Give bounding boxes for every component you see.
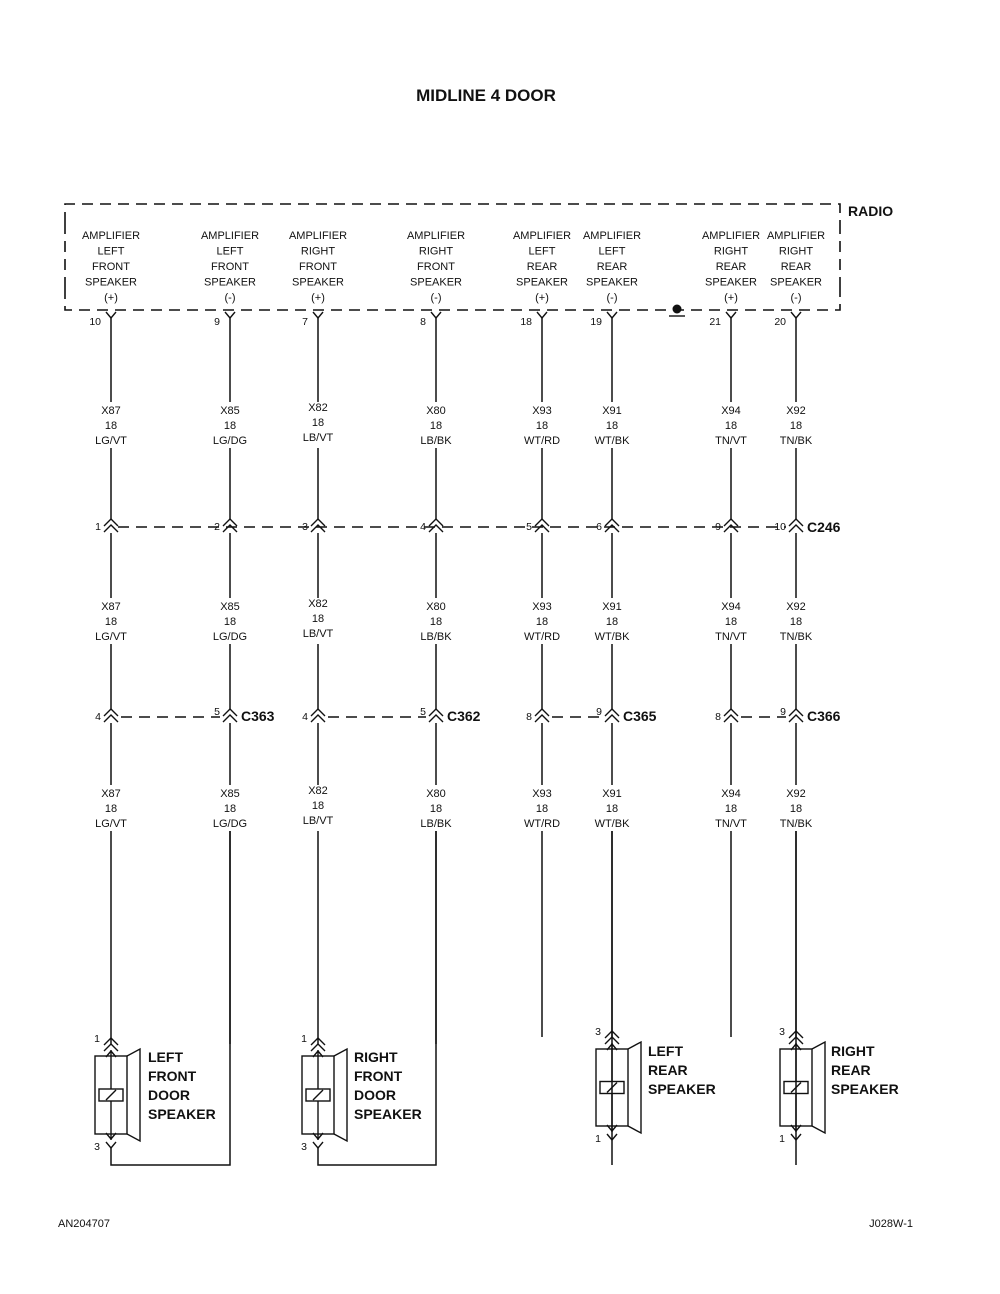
wire-color-label: TN/BK bbox=[779, 631, 813, 643]
wire-gauge-label: 18 bbox=[311, 417, 325, 429]
radio-pin-function-label: REAR bbox=[715, 261, 747, 273]
radio-pin-function-label: AMPLIFIER bbox=[766, 230, 826, 242]
c246-pin-number: 2 bbox=[214, 521, 220, 533]
radio-pin-terminal-icon bbox=[726, 312, 736, 318]
wire-circuit-label: X94 bbox=[721, 601, 741, 613]
connector-pin-icon bbox=[311, 519, 325, 532]
wire-gauge-label: 18 bbox=[223, 803, 237, 815]
diagram-title: MIDLINE 4 DOOR bbox=[416, 86, 556, 105]
speaker-label: DOOR bbox=[354, 1087, 396, 1103]
speaker-label: DOOR bbox=[148, 1087, 190, 1103]
connector-pin-icon bbox=[789, 709, 803, 722]
connector-pin-number: 8 bbox=[526, 711, 532, 723]
connector-pin-icon bbox=[104, 709, 118, 722]
speaker-component bbox=[779, 831, 899, 1165]
wire-color-label: LG/DG bbox=[212, 435, 248, 447]
radio-pin-number: 21 bbox=[709, 316, 721, 328]
speaker-pin-number: 1 bbox=[301, 1033, 307, 1045]
speaker-label: SPEAKER bbox=[148, 1106, 216, 1122]
speaker-pin-number: 3 bbox=[595, 1026, 601, 1038]
wire-color-label: TN/VT bbox=[715, 818, 747, 830]
c246-pin-number: 9 bbox=[715, 521, 721, 533]
radio-pin-function-label: FRONT bbox=[417, 261, 455, 273]
wire-color-label: LB/VT bbox=[302, 815, 334, 827]
radio-pin-function-label: REAR bbox=[780, 261, 812, 273]
radio-label: RADIO bbox=[848, 203, 894, 219]
connector-pin-icon bbox=[311, 709, 325, 722]
speaker-pin-number: 1 bbox=[779, 1133, 785, 1145]
radio-pin-function-label: AMPLIFIER bbox=[200, 230, 260, 242]
connector-pin-icon bbox=[429, 519, 443, 532]
connector-pin-icon bbox=[605, 519, 619, 532]
wire-circuit-label: X91 bbox=[602, 405, 622, 417]
wire-color-label: LB/VT bbox=[302, 628, 334, 640]
radio-pin-function-label: RIGHT bbox=[418, 245, 454, 258]
connector-pin-number: 9 bbox=[780, 706, 786, 718]
wire-color-label: WT/BK bbox=[594, 818, 630, 830]
wires bbox=[95, 318, 813, 1044]
radio-pin-function-label: AMPLIFIER bbox=[582, 230, 642, 242]
wire-circuit-label: X82 bbox=[308, 402, 328, 414]
c246-pin-number: 5 bbox=[526, 521, 532, 533]
speaker-label: REAR bbox=[831, 1062, 871, 1078]
radio-pin-terminal-icon bbox=[313, 312, 323, 318]
c246-pin-number: 6 bbox=[596, 521, 602, 533]
radio-pin-function-label: FRONT bbox=[211, 261, 249, 273]
wire-circuit-label: X80 bbox=[426, 405, 446, 417]
connector-label: C365 bbox=[623, 708, 657, 724]
connector-pin-number: 8 bbox=[715, 711, 721, 723]
radio-pin-function-label: LEFT bbox=[598, 245, 626, 258]
wire-circuit-label: X92 bbox=[786, 405, 806, 417]
wire-color-label: TN/BK bbox=[779, 435, 813, 447]
wire-gauge-label: 18 bbox=[104, 420, 118, 432]
connector-pin-icon bbox=[535, 709, 549, 722]
wire-gauge-label: 18 bbox=[789, 616, 803, 628]
radio-pin-number: 9 bbox=[214, 316, 220, 328]
radio-pin-function-label: RIGHT bbox=[713, 245, 749, 258]
wire-circuit-label: X87 bbox=[101, 601, 121, 613]
radio-pin-function-label: LEFT bbox=[216, 245, 244, 258]
wire-circuit-label: X80 bbox=[426, 601, 446, 613]
speaker-pin-number: 3 bbox=[301, 1141, 307, 1153]
radio-pin-function-label: SPEAKER bbox=[516, 276, 568, 289]
wire-gauge-label: 18 bbox=[605, 803, 619, 815]
wire-gauge-label: 18 bbox=[223, 420, 237, 432]
wire-color-label: WT/BK bbox=[594, 631, 630, 643]
speaker-component bbox=[301, 831, 436, 1165]
wire-gauge-label: 18 bbox=[429, 420, 443, 432]
wire-color-label: TN/VT bbox=[715, 435, 747, 447]
radio-pin-number: 18 bbox=[520, 316, 532, 328]
radio-pin-function-label: RIGHT bbox=[300, 245, 336, 258]
speaker-label: LEFT bbox=[648, 1043, 683, 1059]
wire-color-label: LB/BK bbox=[420, 435, 452, 447]
c246-pin-number: 3 bbox=[302, 521, 308, 533]
wire-circuit-label: X92 bbox=[786, 601, 806, 613]
wire-color-label: LG/VT bbox=[95, 631, 127, 643]
connector-pin-icon bbox=[535, 519, 549, 532]
radio-pin-function-label: AMPLIFIER bbox=[512, 230, 572, 242]
wire-gauge-label: 18 bbox=[605, 616, 619, 628]
radio-pin-terminal-icon bbox=[106, 312, 116, 318]
wire-gauge-label: 18 bbox=[789, 420, 803, 432]
wire-gauge-label: 18 bbox=[311, 613, 325, 625]
speaker-label: REAR bbox=[648, 1062, 688, 1078]
radio-pin-function-label: (-) bbox=[606, 292, 618, 304]
connector-pin-number: 4 bbox=[95, 711, 101, 723]
radio-pin-function-label: REAR bbox=[526, 261, 558, 273]
wire-gauge-label: 18 bbox=[535, 803, 549, 815]
radio-pin-function-label: FRONT bbox=[92, 261, 130, 273]
radio-pin-number: 8 bbox=[420, 316, 426, 328]
wire-gauge-label: 18 bbox=[724, 420, 738, 432]
radio-pin-function-label: (-) bbox=[790, 292, 802, 304]
radio-pin-function-label: SPEAKER bbox=[410, 276, 462, 289]
speaker-cone-icon bbox=[334, 1049, 347, 1141]
radio-pin-terminal-icon bbox=[225, 312, 235, 318]
wire-gauge-label: 18 bbox=[104, 616, 118, 628]
wire-color-label: LB/BK bbox=[420, 818, 452, 830]
radio-pin-terminal-icon bbox=[607, 312, 617, 318]
connector-pin-number: 5 bbox=[420, 706, 426, 718]
wire-circuit-label: X93 bbox=[532, 405, 552, 417]
wire-gauge-label: 18 bbox=[429, 616, 443, 628]
wire-color-label: LG/DG bbox=[212, 631, 248, 643]
radio-pin-number: 7 bbox=[302, 316, 308, 328]
radio-pin-function-label: (+) bbox=[535, 292, 549, 304]
speaker-label: SPEAKER bbox=[648, 1081, 716, 1097]
connector-pin-icon bbox=[724, 519, 738, 532]
connector-pin-icon bbox=[605, 709, 619, 722]
radio-pin-terminal-icon bbox=[791, 312, 801, 318]
wire-gauge-label: 18 bbox=[535, 420, 549, 432]
radio-pin-function-label: AMPLIFIER bbox=[81, 230, 141, 242]
footer-left: AN204707 bbox=[58, 1218, 110, 1230]
wire-circuit-label: X87 bbox=[101, 788, 121, 800]
speaker-component bbox=[94, 831, 230, 1165]
c246-pin-number: 4 bbox=[420, 521, 426, 533]
wire-circuit-label: X93 bbox=[532, 788, 552, 800]
wire-gauge-label: 18 bbox=[724, 803, 738, 815]
radio-pin-function-label: AMPLIFIER bbox=[288, 230, 348, 242]
wire-circuit-label: X94 bbox=[721, 405, 741, 417]
radio-pin-function-label: AMPLIFIER bbox=[406, 230, 466, 242]
wire-color-label: WT/BK bbox=[594, 435, 630, 447]
wire-color-label: TN/BK bbox=[779, 818, 813, 830]
radio-pin-terminal-icon bbox=[431, 312, 441, 318]
radio-pin-number: 19 bbox=[590, 316, 602, 328]
radio-pin-function-label: LEFT bbox=[97, 245, 125, 258]
connector-pin-icon bbox=[223, 519, 237, 532]
wire-gauge-label: 18 bbox=[535, 616, 549, 628]
speaker-label: LEFT bbox=[148, 1049, 183, 1065]
connector-label: C362 bbox=[447, 708, 481, 724]
speaker-label: SPEAKER bbox=[354, 1106, 422, 1122]
wire-gauge-label: 18 bbox=[223, 616, 237, 628]
connector-pin-icon bbox=[223, 709, 237, 722]
wire-circuit-label: X94 bbox=[721, 788, 741, 800]
wire-circuit-label: X92 bbox=[786, 788, 806, 800]
connector-pin-number: 4 bbox=[302, 711, 308, 723]
radio-pin-labels bbox=[82, 230, 825, 328]
wire-gauge-label: 18 bbox=[429, 803, 443, 815]
wire-gauge-label: 18 bbox=[724, 616, 738, 628]
radio-pin-number: 20 bbox=[774, 316, 786, 328]
wire-circuit-label: X93 bbox=[532, 601, 552, 613]
connector-pin-number: 5 bbox=[214, 706, 220, 718]
footer-right: J028W-1 bbox=[869, 1218, 913, 1230]
c246-pin-number: 10 bbox=[774, 521, 786, 533]
radio-pin-terminal-icon bbox=[537, 312, 547, 318]
wire-gauge-label: 18 bbox=[605, 420, 619, 432]
speaker-label: SPEAKER bbox=[831, 1081, 899, 1097]
wire-circuit-label: X85 bbox=[220, 405, 240, 417]
speakers bbox=[94, 831, 899, 1165]
speaker-cone-icon bbox=[127, 1049, 140, 1141]
radio-pin-function-label: REAR bbox=[596, 261, 628, 273]
speaker-pin-number: 1 bbox=[94, 1033, 100, 1045]
connector-label: C363 bbox=[241, 708, 275, 724]
radio-pin-function-label: (-) bbox=[224, 292, 236, 304]
radio-pin-function-label: SPEAKER bbox=[292, 276, 344, 289]
wire-circuit-label: X82 bbox=[308, 785, 328, 797]
wire-color-label: WT/RD bbox=[523, 631, 561, 643]
wire-circuit-label: X87 bbox=[101, 405, 121, 417]
speaker-pin-number: 3 bbox=[94, 1141, 100, 1153]
radio-pin-function-label: SPEAKER bbox=[586, 276, 638, 289]
radio-pin-function-label: RIGHT bbox=[778, 245, 814, 258]
wire-gauge-label: 18 bbox=[311, 800, 325, 812]
speaker-label: FRONT bbox=[354, 1068, 403, 1084]
speaker-label: FRONT bbox=[148, 1068, 197, 1084]
speaker-label: RIGHT bbox=[354, 1049, 398, 1065]
speaker-terminal-icon bbox=[106, 1142, 116, 1148]
radio-pin-function-label: SPEAKER bbox=[204, 276, 256, 289]
connector-pin-icon bbox=[429, 709, 443, 722]
speaker-pin-number: 1 bbox=[595, 1133, 601, 1145]
speaker-pin-number: 3 bbox=[779, 1026, 785, 1038]
wire-color-label: LB/BK bbox=[420, 631, 452, 643]
connector-label: C366 bbox=[807, 708, 841, 724]
wire-circuit-label: X91 bbox=[602, 601, 622, 613]
radio-pin-function-label: AMPLIFIER bbox=[701, 230, 761, 242]
wire-circuit-label: X85 bbox=[220, 601, 240, 613]
speaker-cone-icon bbox=[812, 1042, 825, 1133]
wire-circuit-label: X82 bbox=[308, 598, 328, 610]
radio-pin-function-label: SPEAKER bbox=[85, 276, 137, 289]
radio-pin-function-label: FRONT bbox=[299, 261, 337, 273]
radio-pin-number: 10 bbox=[89, 316, 101, 328]
speaker-terminal-icon bbox=[313, 1142, 323, 1148]
c246-pin-number: 1 bbox=[95, 521, 101, 533]
radio-pin-function-label: SPEAKER bbox=[705, 276, 757, 289]
wire-color-label: LG/DG bbox=[212, 818, 248, 830]
speaker-component bbox=[595, 831, 716, 1165]
wire-color-label: LB/VT bbox=[302, 432, 334, 444]
connector-pin-number: 9 bbox=[596, 706, 602, 718]
wire-circuit-label: X80 bbox=[426, 788, 446, 800]
connector-pin-icon bbox=[724, 709, 738, 722]
radio-pin-function-label: LEFT bbox=[528, 245, 556, 258]
connector-pin-icon bbox=[104, 519, 118, 532]
c246-label: C246 bbox=[807, 519, 841, 535]
wire-circuit-label: X91 bbox=[602, 788, 622, 800]
radio-pin-function-label: (-) bbox=[430, 292, 442, 304]
wire-color-label: TN/VT bbox=[715, 631, 747, 643]
radio-pin-function-label: (+) bbox=[724, 292, 738, 304]
connector-pin-icon bbox=[789, 519, 803, 532]
radio-pin-function-label: (+) bbox=[104, 292, 118, 304]
wire-gauge-label: 18 bbox=[789, 803, 803, 815]
wire-color-label: WT/RD bbox=[523, 818, 561, 830]
speaker-cone-icon bbox=[628, 1042, 641, 1133]
radio-pin-function-label: (+) bbox=[311, 292, 325, 304]
speaker-label: RIGHT bbox=[831, 1043, 875, 1059]
wire-color-label: LG/VT bbox=[95, 435, 127, 447]
wire-color-label: LG/VT bbox=[95, 818, 127, 830]
wire-gauge-label: 18 bbox=[104, 803, 118, 815]
wire-color-label: WT/RD bbox=[523, 435, 561, 447]
wire-circuit-label: X85 bbox=[220, 788, 240, 800]
radio-pin-function-label: SPEAKER bbox=[770, 276, 822, 289]
